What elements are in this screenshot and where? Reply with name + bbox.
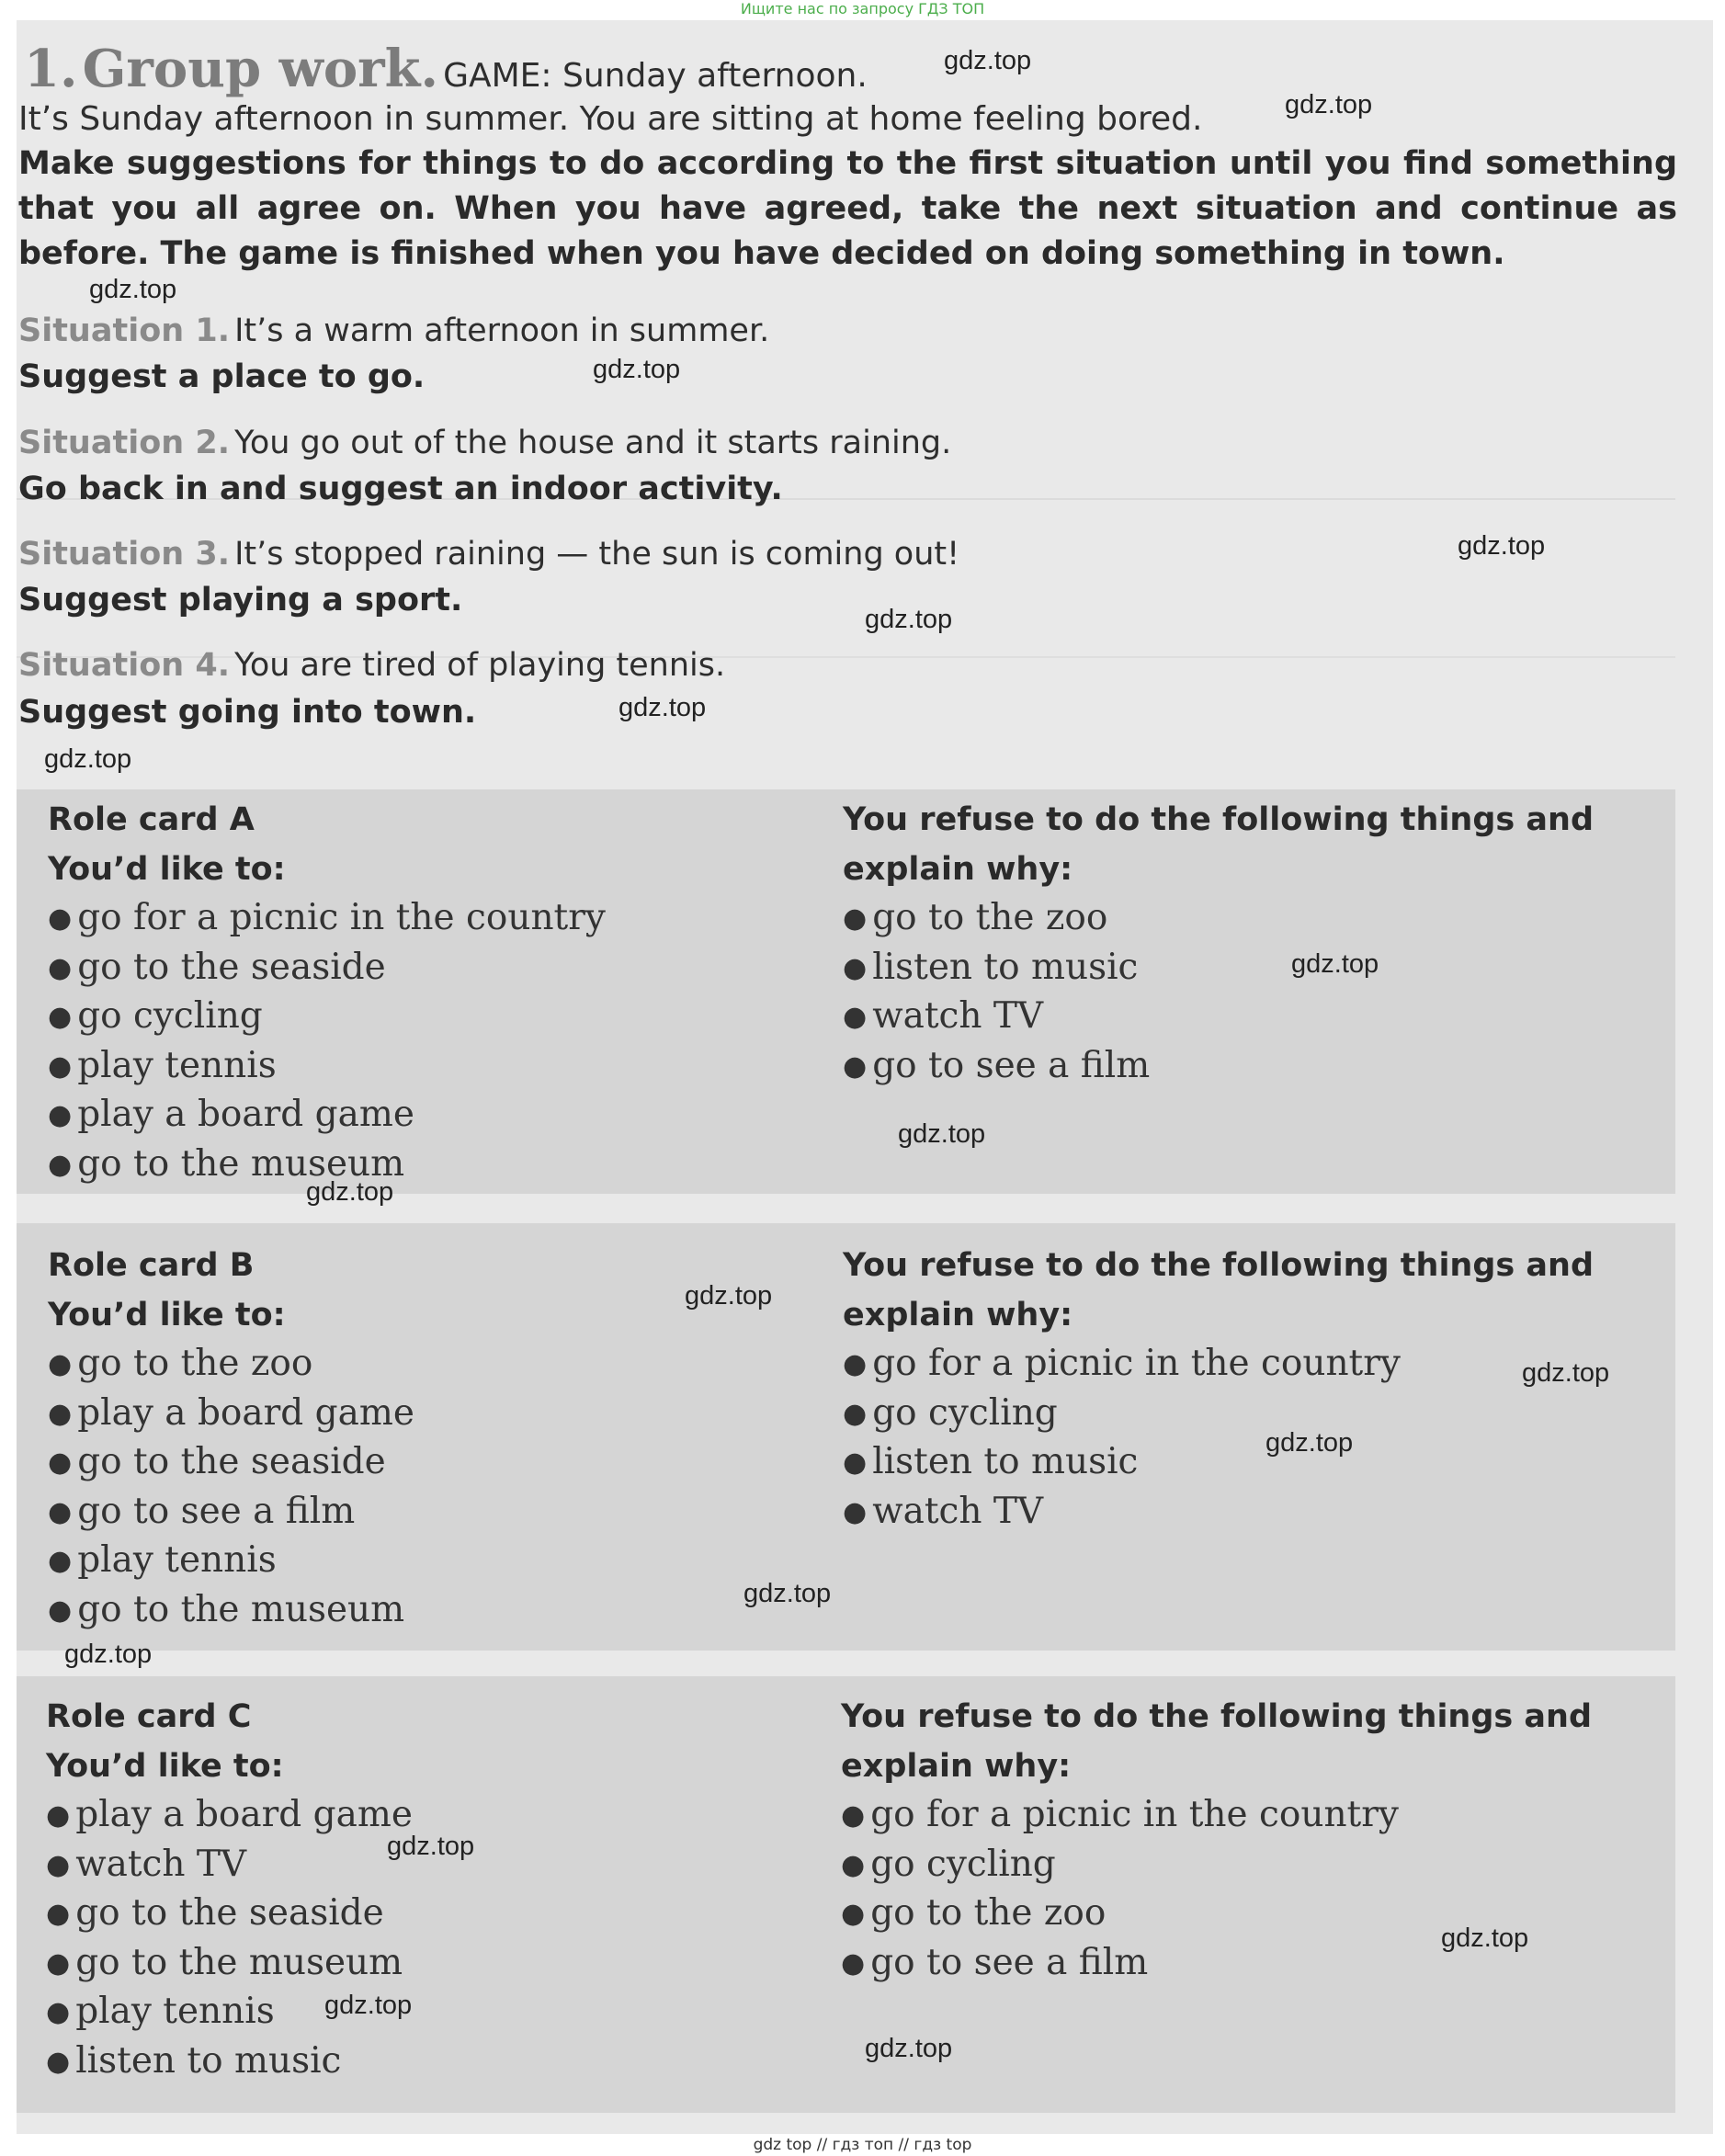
situation-text: It’s stopped raining — the sun is coming out! xyxy=(234,536,960,573)
bullet-icon: ● xyxy=(46,1799,71,1832)
watermark: gdz.top xyxy=(743,1579,832,1608)
bottom-banner[interactable]: gdz top // гдз топ // гдз top xyxy=(753,2136,972,2154)
list-item: ● play tennis xyxy=(46,1991,275,2033)
bullet-icon: ● xyxy=(843,951,868,984)
list-item: ● go cycling xyxy=(843,1391,1058,1434)
bullet-icon: ● xyxy=(46,1946,71,1980)
watermark: gdz.top xyxy=(865,2034,953,2063)
list-item: ● go for a picnic in the country xyxy=(841,1794,1399,1835)
situation-label: Situation 3. xyxy=(18,536,230,573)
list-item: ● play tennis xyxy=(48,1539,277,1582)
list-item: ● go cycling xyxy=(841,1843,1056,1885)
list-item: ● play a board game xyxy=(46,1794,413,1835)
watermark: gdz.top xyxy=(44,744,132,774)
role-card-title: Role card A xyxy=(48,801,255,838)
instructions-text: Make suggestions for things to do according to the first situation until you find something that you all agree on. When you have agreed, take the next situation and continue as before. The game is finished when you have decided on doing something in town. xyxy=(18,145,1677,272)
bullet-icon: ● xyxy=(48,902,73,935)
situation-4 xyxy=(18,647,725,684)
watermark: gdz.top xyxy=(1285,90,1373,119)
watermark: gdz.top xyxy=(1458,531,1546,561)
watermark: gdz.top xyxy=(1291,949,1379,979)
list-item: ● go to the zoo xyxy=(48,1343,313,1384)
list-item: ● go to the zoo xyxy=(843,897,1108,938)
watermark: gdz.top xyxy=(898,1119,986,1149)
bullet-icon: ● xyxy=(46,1848,71,1881)
bullet-icon: ● xyxy=(48,951,73,984)
situation-label: Situation 1. xyxy=(18,312,230,349)
list-item: ● go for a picnic in the country xyxy=(843,1343,1401,1384)
like-list xyxy=(46,1790,413,2086)
watermark: gdz.top xyxy=(1522,1358,1610,1388)
list-item: ● watch TV xyxy=(843,1490,1044,1532)
bullet-icon: ● xyxy=(46,1898,71,1931)
bullet-icon: ● xyxy=(48,1397,73,1430)
situation-task: Suggest playing a sport. xyxy=(18,582,463,618)
bullet-icon: ● xyxy=(48,1447,73,1480)
situation-2 xyxy=(18,425,951,461)
list-item: ● listen to music xyxy=(46,2039,342,2082)
refuse-label-2: explain why: xyxy=(843,1297,1073,1333)
watermark: gdz.top xyxy=(685,1281,773,1311)
bullet-icon: ● xyxy=(843,1397,868,1430)
bullet-icon: ● xyxy=(841,1898,866,1931)
situation-3 xyxy=(18,536,959,573)
textbook-page xyxy=(17,20,1713,2134)
situation-label: Situation 2. xyxy=(18,425,230,461)
refuse-label: You refuse to do the following things and xyxy=(841,1698,1593,1735)
list-item: ● go to see a film xyxy=(48,1490,356,1532)
role-card-title: Role card B xyxy=(48,1247,255,1284)
watermark: gdz.top xyxy=(1265,1428,1354,1458)
refuse-list xyxy=(843,893,1150,1090)
like-label: You’d like to: xyxy=(48,851,286,888)
list-item: ● go to see a film xyxy=(841,1941,1149,1983)
situation-task: Go back in and suggest an indoor activity. xyxy=(18,471,783,507)
bullet-icon: ● xyxy=(843,1001,868,1034)
list-item: ● play a board game xyxy=(48,1391,414,1434)
bullet-icon: ● xyxy=(48,1594,73,1627)
watermark: gdz.top xyxy=(619,693,707,722)
situation-text: It’s a warm afternoon in summer. xyxy=(234,312,770,349)
list-item: ● watch TV xyxy=(46,1843,247,1885)
watermark: gdz.top xyxy=(387,1832,475,1861)
like-label: You’d like to: xyxy=(48,1297,286,1333)
watermark: gdz.top xyxy=(865,605,953,634)
bullet-icon: ● xyxy=(48,1545,73,1578)
watermark: gdz.top xyxy=(324,1991,413,2020)
like-list xyxy=(48,893,606,1189)
bullet-icon: ● xyxy=(843,902,868,935)
bullet-icon: ● xyxy=(843,1348,868,1380)
list-item: ● go to see a film xyxy=(843,1044,1151,1086)
exercise-title: Group work. xyxy=(82,39,438,99)
list-item: ● listen to music xyxy=(843,946,1139,988)
like-list xyxy=(48,1339,414,1635)
role-card-b xyxy=(17,1223,1675,1651)
refuse-label-2: explain why: xyxy=(841,1748,1072,1785)
list-item: ● go to the seaside xyxy=(48,1441,386,1483)
situation-task: Suggest going into town. xyxy=(18,694,477,731)
top-banner[interactable]: Ищите нас по запросу ГДЗ ТОП xyxy=(740,0,985,17)
watermark: gdz.top xyxy=(593,355,681,384)
bullet-icon: ● xyxy=(843,1447,868,1480)
bullet-icon: ● xyxy=(48,1495,73,1528)
list-item: ● go to the museum xyxy=(48,1588,405,1630)
intro-text: It’s Sunday afternoon in summer. You are sitting at home feeling bored. xyxy=(18,100,1203,138)
situation-text: You go out of the house and it starts raining. xyxy=(234,425,952,461)
role-card-a xyxy=(17,789,1675,1194)
list-item: ● go to the zoo xyxy=(841,1892,1106,1935)
watermark: gdz.top xyxy=(1441,1923,1529,1953)
watermark: gdz.top xyxy=(89,275,177,304)
list-item: ● go cycling xyxy=(48,995,263,1038)
role-card-title: Role card C xyxy=(46,1698,252,1735)
situation-label: Situation 4. xyxy=(18,647,230,684)
list-item: ● play a board game xyxy=(48,1094,414,1136)
list-item: ● go to the museum xyxy=(48,1142,405,1185)
bullet-icon: ● xyxy=(841,1946,866,1980)
refuse-list xyxy=(841,1790,1399,1987)
role-card-c xyxy=(17,1676,1675,2113)
bullet-icon: ● xyxy=(48,1050,73,1083)
refuse-label-2: explain why: xyxy=(843,851,1073,888)
watermark: gdz.top xyxy=(944,46,1032,75)
bullet-icon: ● xyxy=(841,1799,866,1832)
list-item: ● play tennis xyxy=(48,1044,277,1086)
bullet-icon: ● xyxy=(48,1148,73,1181)
refuse-label: You refuse to do the following things and xyxy=(843,801,1594,838)
exercise-heading xyxy=(24,39,868,99)
bullet-icon: ● xyxy=(48,1348,73,1380)
like-label: You’d like to: xyxy=(46,1748,284,1785)
watermark: gdz.top xyxy=(306,1177,394,1207)
game-name: GAME: Sunday afternoon. xyxy=(443,57,868,95)
list-item: ● go to the seaside xyxy=(46,1892,384,1935)
bullet-icon: ● xyxy=(48,1099,73,1132)
bullet-icon: ● xyxy=(843,1495,868,1528)
list-item: ● go for a picnic in the country xyxy=(48,897,606,938)
bullet-icon: ● xyxy=(48,1001,73,1034)
bullet-icon: ● xyxy=(843,1050,868,1083)
bullet-icon: ● xyxy=(46,2045,71,2078)
situation-text: You are tired of playing tennis. xyxy=(234,647,726,684)
bullet-icon: ● xyxy=(841,1848,866,1881)
refuse-label: You refuse to do the following things and xyxy=(843,1247,1594,1284)
watermark: gdz.top xyxy=(64,1640,153,1669)
list-item: ● watch TV xyxy=(843,995,1044,1038)
list-item: ● listen to music xyxy=(843,1441,1139,1483)
bullet-icon: ● xyxy=(46,1996,71,2029)
exercise-number: 1. xyxy=(24,39,78,99)
situation-task: Suggest a place to go. xyxy=(18,358,426,395)
list-item: ● go to the museum xyxy=(46,1941,403,1983)
list-item: ● go to the seaside xyxy=(48,946,386,988)
situation-1 xyxy=(18,312,769,349)
